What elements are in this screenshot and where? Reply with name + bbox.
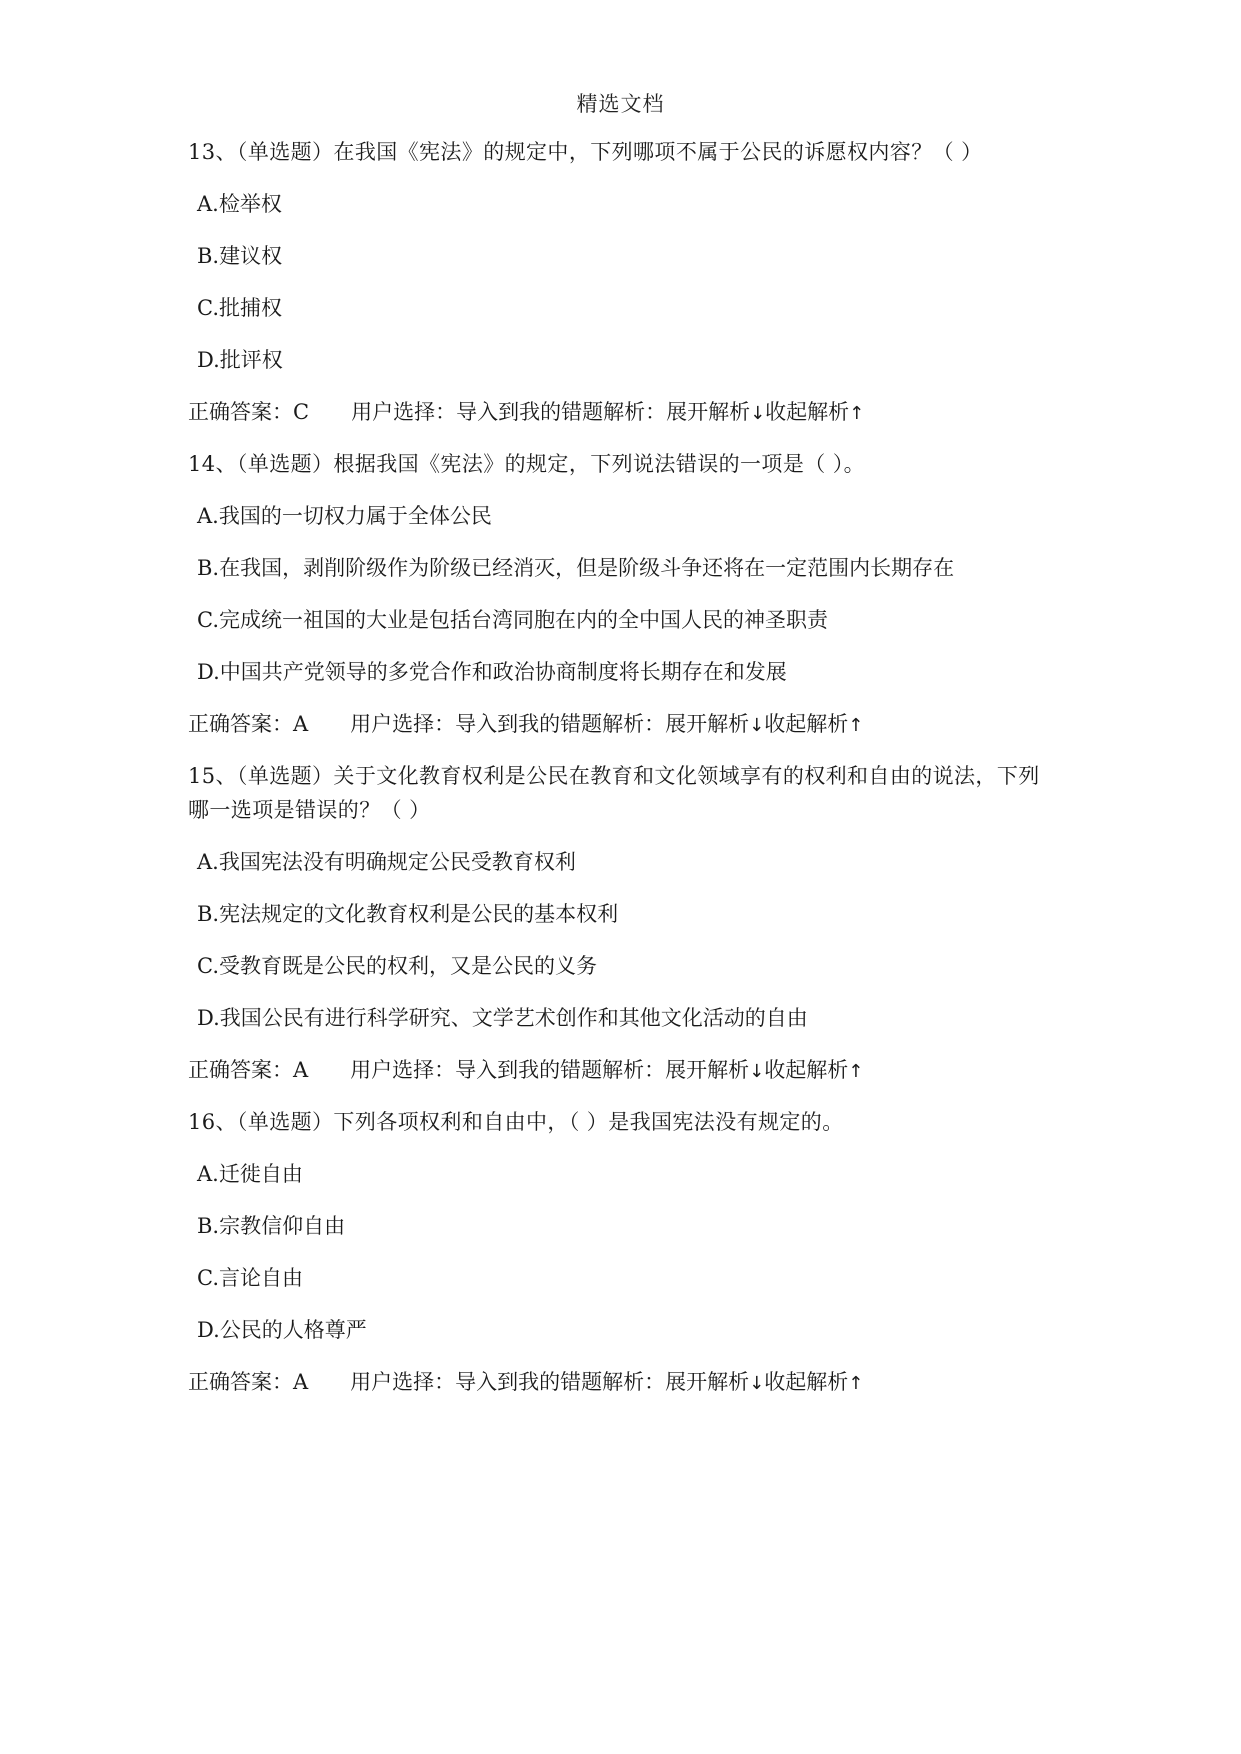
question-14-option-a: A.我国的一切权力属于全体公民 <box>197 504 492 528</box>
up-arrow-icon[interactable]: ↑ <box>848 1373 864 1394</box>
question-13-option-d: D.批评权 <box>197 348 283 372</box>
question-14-option-d: D.中国共产党领导的多党合作和政治协商制度将长期存在和发展 <box>197 660 787 684</box>
question-16-option-d: D.公民的人格尊严 <box>197 1318 367 1342</box>
correct-answer-label: 正确答案：A <box>188 712 309 736</box>
question-15-option-d: D.我国公民有进行科学研究、文学艺术创作和其他文化活动的自由 <box>197 1006 808 1030</box>
collapse-analysis-link[interactable]: 收起解析 <box>764 1370 849 1394</box>
question-13-answer-row <box>188 397 864 429</box>
down-arrow-icon[interactable]: ↓ <box>749 1373 765 1394</box>
question-16-stem: 16、（单选题）下列各项权利和自由中，（ ）是我国宪法没有规定的。 <box>188 1110 844 1134</box>
question-13-option-b: B.建议权 <box>197 244 283 268</box>
user-choice-text[interactable]: 用户选择：导入到我的错题解析：展开解析 <box>351 400 751 424</box>
correct-answer-label: 正确答案：A <box>188 1370 309 1394</box>
question-16-option-b: B.宗教信仰自由 <box>197 1214 346 1238</box>
question-16-option-a: A.迁徙自由 <box>197 1162 303 1186</box>
up-arrow-icon[interactable]: ↑ <box>848 1061 864 1082</box>
question-14-answer-row <box>188 709 863 741</box>
question-15-option-c: C.受教育既是公民的权利，又是公民的义务 <box>197 954 597 978</box>
down-arrow-icon[interactable]: ↓ <box>749 1061 765 1082</box>
user-choice-text[interactable]: 用户选择：导入到我的错题解析：展开解析 <box>350 1370 750 1394</box>
question-14-option-b: B.在我国，剥削阶级作为阶级已经消灭，但是阶级斗争还将在一定范围内长期存在 <box>197 556 955 580</box>
user-choice-text[interactable]: 用户选择：导入到我的错题解析：展开解析 <box>350 1058 750 1082</box>
question-14-option-c: C.完成统一祖国的大业是包括台湾同胞在内的全中国人民的神圣职责 <box>197 608 828 632</box>
question-15-stem-line-2: 哪一选项是错误的？（ ） <box>188 798 431 822</box>
user-choice-text[interactable]: 用户选择：导入到我的错题解析：展开解析 <box>350 712 750 736</box>
question-15-option-a: A.我国宪法没有明确规定公民受教育权利 <box>197 850 576 874</box>
question-16-option-c: C.言论自由 <box>197 1266 303 1290</box>
correct-answer-label: 正确答案：A <box>188 1058 309 1082</box>
up-arrow-icon[interactable]: ↑ <box>848 715 864 736</box>
question-15-answer-row <box>188 1055 863 1087</box>
up-arrow-icon[interactable]: ↑ <box>849 403 865 424</box>
question-13-stem: 13、（单选题）在我国《宪法》的规定中，下列哪项不属于公民的诉愿权内容？（ ） <box>188 140 983 164</box>
question-13-option-c: C.批捕权 <box>197 296 282 320</box>
question-15-stem-line-1: 15、（单选题）关于文化教育权利是公民在教育和文化领域享有的权利和自由的说法，下列 <box>188 764 1040 788</box>
down-arrow-icon[interactable]: ↓ <box>750 403 766 424</box>
collapse-analysis-link[interactable]: 收起解析 <box>765 400 850 424</box>
correct-answer-label: 正确答案：C <box>188 400 310 424</box>
page-header: 精选文档 <box>576 92 665 116</box>
question-14-stem: 14、（单选题）根据我国《宪法》的规定，下列说法错误的一项是（ ）。 <box>188 452 865 476</box>
question-16-answer-row <box>188 1367 863 1399</box>
collapse-analysis-link[interactable]: 收起解析 <box>764 712 849 736</box>
collapse-analysis-link[interactable]: 收起解析 <box>764 1058 849 1082</box>
question-15-option-b: B.宪法规定的文化教育权利是公民的基本权利 <box>197 902 619 926</box>
question-13-option-a: A.检举权 <box>197 192 282 216</box>
down-arrow-icon[interactable]: ↓ <box>749 715 765 736</box>
